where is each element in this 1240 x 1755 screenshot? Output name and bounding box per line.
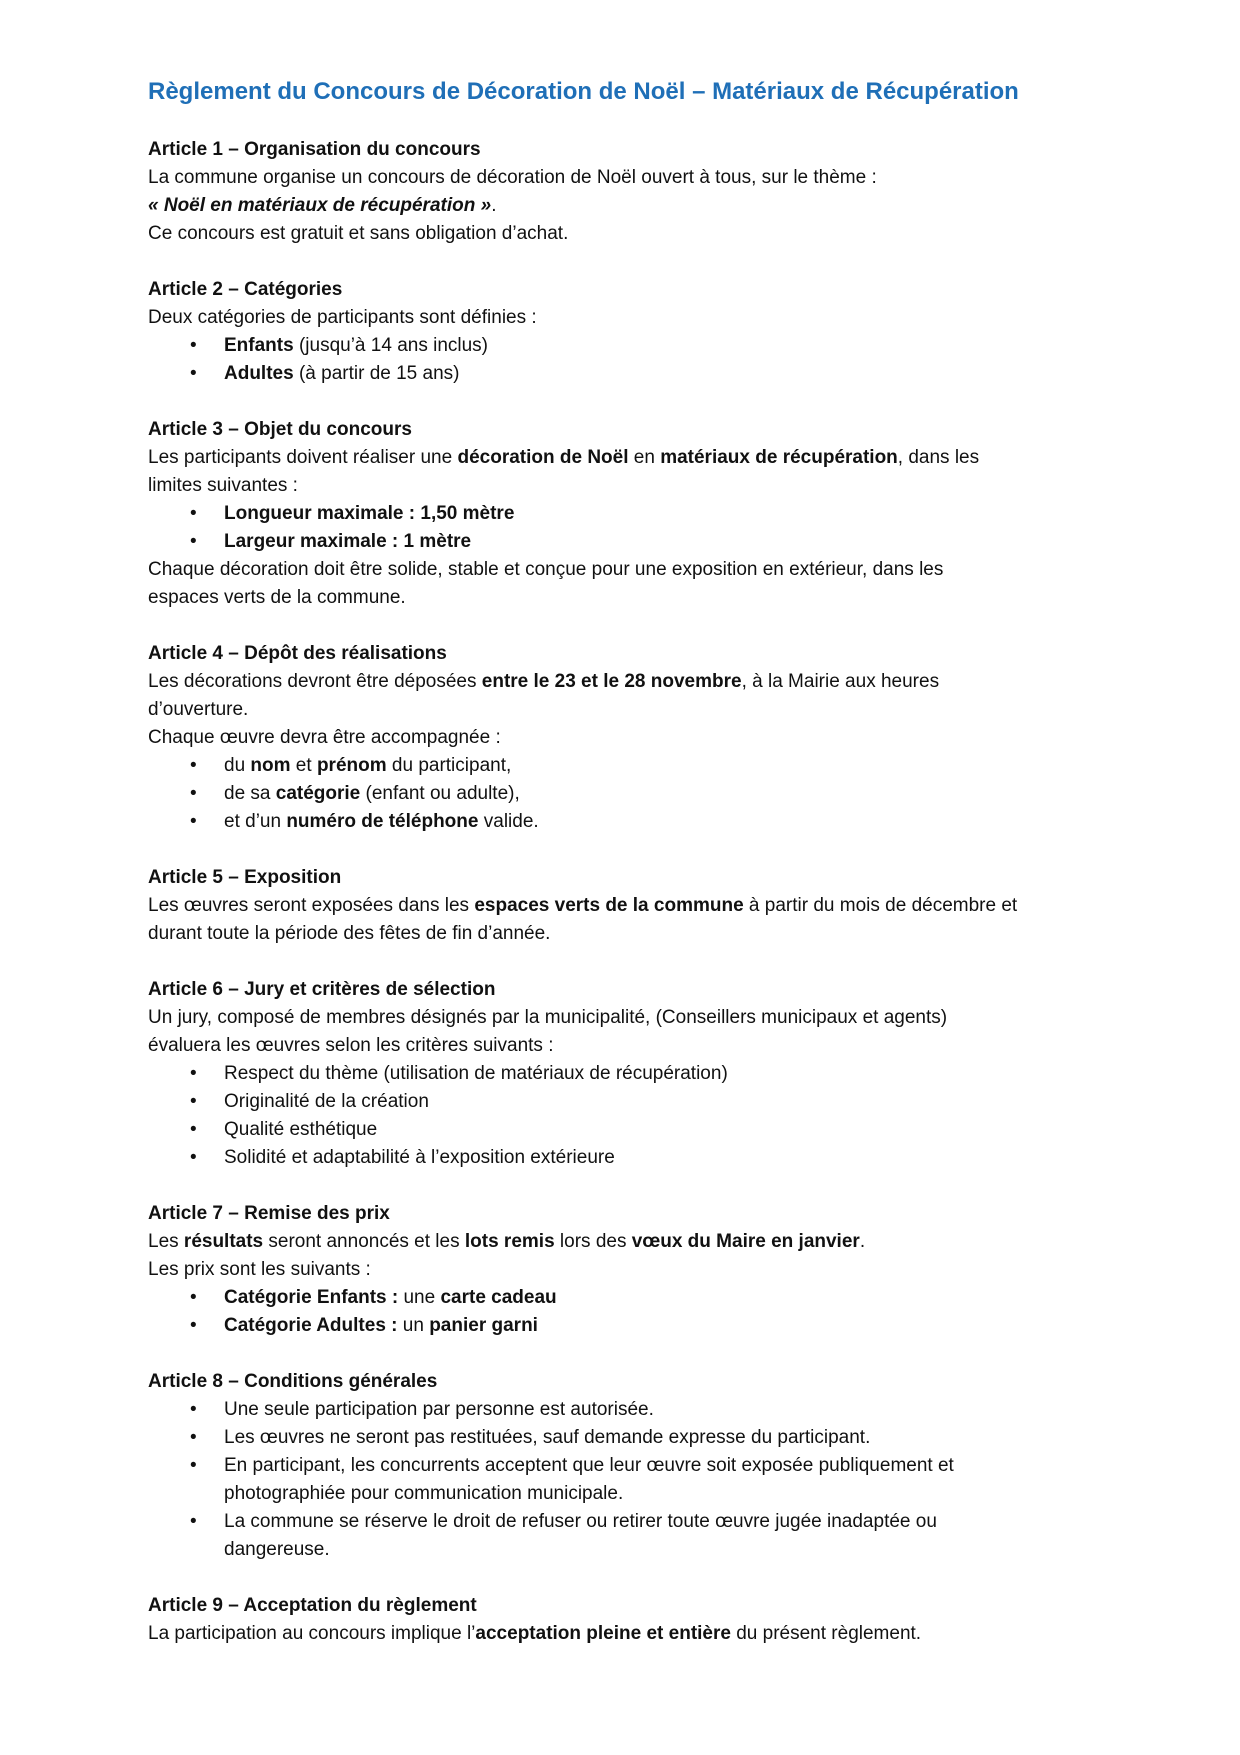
list-item-text — [224, 1312, 1108, 1340]
list-item-text — [224, 1060, 1108, 1088]
text-run: Qualité esthétique — [224, 1119, 378, 1140]
bold-text-run: Largeur maximale : 1 mètre — [224, 531, 472, 552]
paragraph-line — [148, 556, 1108, 584]
paragraph-line — [148, 696, 1108, 724]
bold-text-run: Adultes — [224, 363, 294, 384]
article-section — [148, 864, 1108, 948]
text-run: limites suivantes : — [148, 475, 298, 496]
text-run: (enfant ou adulte), — [360, 783, 520, 804]
article-title: Article 7 – Remise des prix — [148, 1203, 390, 1224]
document-page — [148, 72, 1108, 1676]
bold-text-run: carte cadeau — [440, 1287, 557, 1308]
list-item-text — [224, 1284, 1108, 1312]
text-run: Les — [148, 1231, 184, 1252]
paragraph-line — [148, 724, 1108, 752]
text-run: un — [397, 1315, 430, 1336]
list-item — [148, 1284, 1108, 1312]
article-title: Article 1 – Organisation du concours — [148, 139, 481, 160]
document-title: Règlement du Concours de Décoration de Noël – Matériaux de Récupération — [148, 78, 1019, 105]
paragraph-line — [148, 892, 1108, 920]
paragraph-line — [148, 192, 1108, 220]
text-run: évaluera les œuvres selon les critères suivants : — [148, 1035, 554, 1056]
articles-container — [148, 136, 1108, 1648]
list-item — [148, 1312, 1108, 1340]
bullet-icon: • — [190, 783, 197, 804]
list-item-text — [224, 1452, 1108, 1480]
list-item — [148, 1508, 1108, 1564]
text-run: Les décorations devront être déposées — [148, 671, 482, 692]
bullet-icon: • — [190, 1063, 197, 1084]
bullet-icon: • — [190, 1119, 197, 1140]
text-run: Deux catégories de participants sont définies : — [148, 307, 537, 328]
list-item — [148, 500, 1108, 528]
list-item-text — [224, 808, 1108, 836]
list-item — [148, 780, 1108, 808]
text-run: La participation au concours implique l’ — [148, 1623, 476, 1644]
list-item — [148, 1144, 1108, 1172]
text-run: Les participants doivent réaliser une — [148, 447, 458, 468]
article-title: Article 8 – Conditions générales — [148, 1371, 438, 1392]
bold-text-run: numéro de téléphone — [286, 811, 479, 832]
text-run: En participant, les concurrents acceptent que leur œuvre soit exposée publiquement et — [224, 1455, 954, 1476]
bold-text-run: catégorie — [275, 783, 361, 804]
list-item — [148, 1396, 1108, 1424]
text-run: une — [398, 1287, 441, 1308]
bullet-icon: • — [190, 335, 197, 356]
text-run: Ce concours est gratuit et sans obligation d’achat. — [148, 223, 569, 244]
article-section — [148, 1592, 1108, 1648]
bullet-list — [148, 1060, 1108, 1172]
list-item — [148, 528, 1108, 556]
bold-text-run: décoration de Noël — [457, 447, 629, 468]
paragraph-line — [148, 220, 1108, 248]
text-run: . — [491, 195, 497, 216]
text-run: à partir du mois de décembre et — [743, 895, 1018, 916]
text-run: (jusqu’à 14 ans inclus) — [293, 335, 489, 356]
paragraph-line — [148, 1032, 1108, 1060]
bullet-list — [148, 1396, 1108, 1564]
bullet-icon: • — [190, 1455, 197, 1476]
text-run: du présent règlement. — [730, 1623, 922, 1644]
list-item — [148, 1452, 1108, 1508]
text-run: Les œuvres ne seront pas restituées, sauf demande expresse du participant. — [224, 1427, 871, 1448]
text-run: La commune se réserve le droit de refuser ou retirer toute œuvre jugée inadaptée ou — [224, 1511, 937, 1532]
paragraph-line — [148, 444, 1108, 472]
article-title: Article 6 – Jury et critères de sélection — [148, 979, 496, 1000]
text-run: Les prix sont les suivants : — [148, 1259, 371, 1280]
paragraph-line — [148, 1256, 1108, 1284]
text-run: valide. — [478, 811, 539, 832]
paragraph-line — [148, 584, 1108, 612]
list-item-text — [224, 1396, 1108, 1424]
list-item-text — [224, 1116, 1108, 1144]
article-section — [148, 976, 1108, 1172]
text-run: Chaque œuvre devra être accompagnée : — [148, 727, 501, 748]
text-run: dangereuse. — [224, 1539, 330, 1560]
article-title: Article 2 – Catégories — [148, 279, 343, 300]
paragraph-line — [148, 472, 1108, 500]
bullet-icon: • — [190, 531, 197, 552]
text-run: . — [859, 1231, 866, 1252]
list-item — [148, 808, 1108, 836]
text-run: seront annoncés et les — [263, 1231, 465, 1252]
bullet-icon: • — [190, 811, 197, 832]
list-item-text-continued — [224, 1480, 1108, 1508]
list-item-text — [224, 1424, 1108, 1452]
bullet-icon: • — [190, 1091, 197, 1112]
bullet-list — [148, 1284, 1108, 1340]
list-item-text — [224, 780, 1108, 808]
article-section — [148, 1200, 1108, 1340]
bold-text-run: acceptation pleine et entière — [475, 1623, 731, 1644]
list-item — [148, 1116, 1108, 1144]
list-item-text — [224, 1508, 1108, 1536]
bullet-icon: • — [190, 1287, 197, 1308]
list-item-text — [224, 1088, 1108, 1116]
list-item — [148, 360, 1108, 388]
article-section — [148, 1368, 1108, 1564]
article-section — [148, 276, 1108, 388]
text-run: de sa — [224, 783, 276, 804]
bullet-icon: • — [190, 503, 197, 524]
bold-text-run: lots remis — [464, 1231, 555, 1252]
bullet-icon: • — [190, 1399, 197, 1420]
bold-text-run: résultats — [183, 1231, 264, 1252]
text-run: et d’un — [224, 811, 287, 832]
list-item-text — [224, 1144, 1108, 1172]
text-run: durant toute la période des fêtes de fin d’année. — [148, 923, 551, 944]
paragraph-line — [148, 304, 1108, 332]
text-run: , dans les — [897, 447, 980, 468]
text-run: La commune organise un concours de décoration de Noël ouvert à tous, sur le thème : — [148, 167, 877, 188]
article-section — [148, 136, 1108, 248]
bold-text-run: espaces verts de la commune — [474, 895, 744, 916]
list-item-text — [224, 752, 1108, 780]
bold-text-run: Catégorie Adultes : — [224, 1315, 398, 1336]
bullet-list — [148, 752, 1108, 836]
paragraph-line — [148, 668, 1108, 696]
list-item-text — [224, 528, 1108, 556]
bullet-icon: • — [190, 363, 197, 384]
bold-text-run: nom — [250, 755, 291, 776]
list-item — [148, 1424, 1108, 1452]
bullet-icon: • — [190, 755, 197, 776]
bold-text-run: panier garni — [429, 1315, 538, 1336]
text-run: , à la Mairie aux heures — [741, 671, 940, 692]
text-run: photographiée pour communication municipale. — [224, 1483, 624, 1504]
bullet-list — [148, 500, 1108, 556]
list-item-text — [224, 500, 1108, 528]
text-run: en — [628, 447, 661, 468]
text-run: lors des — [554, 1231, 632, 1252]
article-title: Article 3 – Objet du concours — [148, 419, 412, 440]
list-item — [148, 1060, 1108, 1088]
bold-text-run: Enfants — [224, 335, 294, 356]
text-run: du — [224, 755, 251, 776]
list-item — [148, 752, 1108, 780]
list-item-text — [224, 332, 1108, 360]
bullet-list — [148, 332, 1108, 388]
list-item — [148, 1088, 1108, 1116]
list-item-text — [224, 360, 1108, 388]
bold-italic-text-run: « Noël en matériaux de récupération » — [148, 195, 492, 216]
paragraph-line — [148, 1228, 1108, 1256]
text-run: Les œuvres seront exposées dans les — [148, 895, 475, 916]
bold-text-run: entre le 23 et le 28 novembre — [481, 671, 742, 692]
paragraph-line — [148, 1004, 1108, 1032]
article-title: Article 5 – Exposition — [148, 867, 342, 888]
text-run: Originalité de la création — [224, 1091, 429, 1112]
bullet-icon: • — [190, 1315, 197, 1336]
bullet-icon: • — [190, 1147, 197, 1168]
article-section — [148, 416, 1108, 612]
text-run: Une seule participation par personne est autorisée. — [224, 1399, 654, 1420]
bullet-icon: • — [190, 1427, 197, 1448]
bold-text-run: vœux du Maire en janvier — [631, 1231, 860, 1252]
text-run: (à partir de 15 ans) — [293, 363, 460, 384]
paragraph-line — [148, 920, 1108, 948]
bold-text-run: Catégorie Enfants : — [224, 1287, 399, 1308]
paragraph-line — [148, 164, 1108, 192]
text-run: espaces verts de la commune. — [148, 587, 406, 608]
list-item — [148, 332, 1108, 360]
bullet-icon: • — [190, 1511, 197, 1532]
text-run: et — [290, 755, 317, 776]
text-run: du participant, — [386, 755, 512, 776]
bold-text-run: matériaux de récupération — [660, 447, 898, 468]
bold-text-run: prénom — [316, 755, 387, 776]
article-title: Article 4 – Dépôt des réalisations — [148, 643, 447, 664]
text-run: Un jury, composé de membres désignés par la municipalité, (Conseillers municipaux et agents) — [148, 1007, 948, 1028]
article-section — [148, 640, 1108, 836]
article-title: Article 9 – Acceptation du règlement — [148, 1595, 477, 1616]
list-item-text-continued — [224, 1536, 1108, 1564]
text-run: Respect du thème (utilisation de matériaux de récupération) — [224, 1063, 728, 1084]
text-run: d’ouverture. — [148, 699, 249, 720]
paragraph-line — [148, 1620, 1108, 1648]
text-run: Solidité et adaptabilité à l’exposition extérieure — [224, 1147, 615, 1168]
bold-text-run: Longueur maximale : 1,50 mètre — [224, 503, 515, 524]
text-run: Chaque décoration doit être solide, stable et conçue pour une exposition en extérieur, dans les — [148, 559, 944, 580]
